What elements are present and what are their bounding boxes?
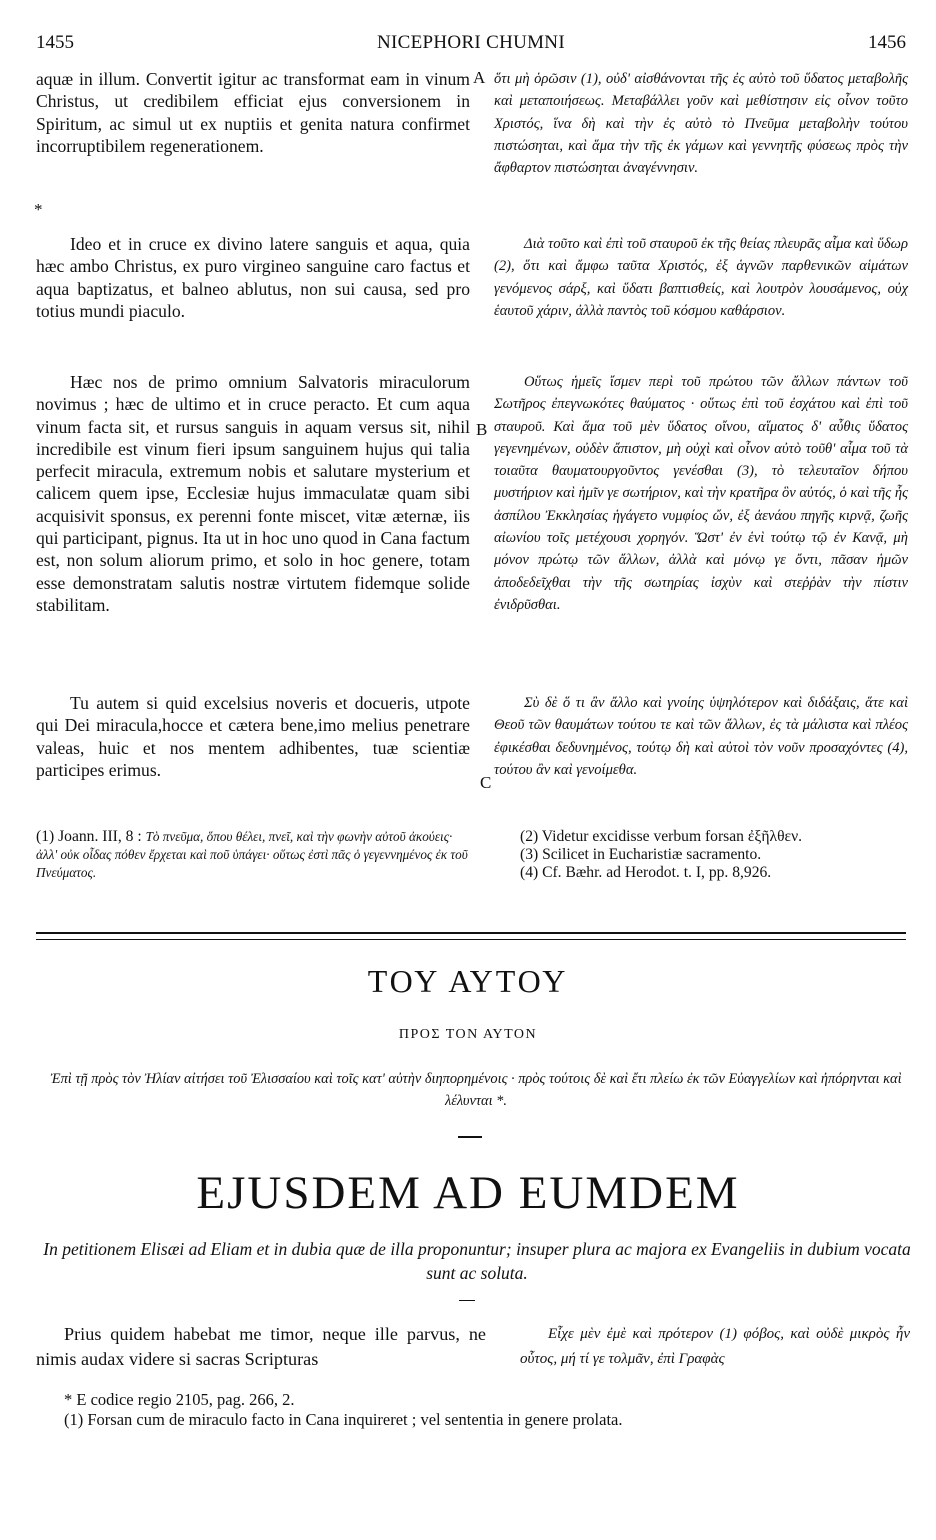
page-number-left: 1455 [36, 32, 74, 53]
greek-paragraph-4 [494, 692, 908, 781]
greek-text-1: ὅτι μὴ ὁρῶσιν (1), οὐδ' αἰσθάνονται τῆς ἐς αὐτὸ τοῦ ὕδατος μεταβολῆς καὶ μεταποιήσεως. Μεταβάλλει γοῦν καὶ μεθίστησιν εἰς οἶνον τοῦτο Χριστός, ἵνα δὴ καὶ τὴν ἐς αὐτὸ τὸ Πνεῦμα μεταβολὴν τούτου πιστώσηται, καὶ ἅμα τὴν τῆς ἐκ γάμων καὶ γεννητῆς φύσεως πρὸς τὴν ἄφθαρτον πιστώσηται ἀναγέννησιν. [494, 71, 908, 177]
footnotes-right [520, 828, 910, 883]
latin-paragraph-2 [36, 233, 470, 322]
latin-opening-paragraph [36, 1322, 486, 1372]
latin-text-3: Hæc nos de primo omnium Salvatoris miraculorum novimus ; hæc de ultimo et in cruce peracto. Et cum aqua vinum facta sit, et rursus sanguis in aquam versus sit, nihil incredibile est vinum fieri ipsum sanguinem hujus qui talia perfecit miracula, extremum nobis et salutare mysterium et calicem quem ipse, Ecclesiæ hujus immaculatæ quam sibi acquisivit sponsus, ex perenni fonte miscet, vitæ æternæ, iis qui participant, pignus. Ita ut in hoc uno quod in Cana factum est, non solum aliorum primo, et solo in hoc genere, totam esse demonstratam salutis nostræ virtutem fidemque solide stabilitam. [36, 372, 470, 615]
footnote-4: (4) Cf. Bæhr. ad Herodot. t. I, pp. 8,926. [520, 864, 772, 882]
running-head [36, 32, 906, 56]
latin-paragraph-4 [36, 692, 470, 781]
latin-text-2: Ideo et in cruce ex divino latere sanguis et aqua, quia hæc ambo Christus, ex puro virgineo sanguine caro factus et aqua baptizatus, et balneo ablutus, non sui causa, sed pro totius mundi piaculo. [36, 234, 470, 321]
latin-paragraph-1 [36, 68, 470, 157]
greek-text-4: Σὺ δὲ ὅ τι ἂν ἄλλο καὶ γνοίης ὑψηλότερον καὶ διδάξαις, ἅτε καὶ Θεοῦ τῶν θαυμάτων τούτου τε καὶ τῶν ἄλλων, ἐς τὰ μάλιστα καὶ πλέος ἐφικέσθαι δεδυνημένος, τούτῳ δὴ καὶ αὐτοὶ τὸν νοῦν προσαχόντες (4), τούτου ἂν καὶ γενοίμεθα. [494, 695, 908, 778]
page-number-right: 1456 [868, 32, 906, 53]
latin-paragraph-3 [36, 371, 470, 616]
margin-marker-c: C [480, 773, 492, 792]
footnote-1-greek: Τὸ πνεῦμα, ὅπου θέλει, πνεῖ, καὶ τὴν φωνὴν αὐτοῦ ἀκούεις· ἀλλ' οὐκ οἶδας πόθεν ἔρχεται καὶ ποῦ ὑπάγει· οὕτως ἐστὶ πᾶς ὁ γεγεννημένος ἐκ τοῦ Πνεύματος. [36, 829, 468, 881]
footnote-2: (2) Videtur excidisse verbum forsan ἐξῆλθεν. [520, 828, 803, 845]
footnotes-lower [36, 1390, 916, 1430]
greek-opening-paragraph [520, 1322, 910, 1372]
footnote-star: * E codice regio 2105, pag. 266, 2. [64, 1390, 295, 1409]
greek-paragraph-3 [494, 371, 908, 616]
greek-paragraph-2 [494, 233, 908, 322]
latin-section-title: EJUSDEM AD EUMDEM [196, 1167, 740, 1219]
margin-marker-b: B [476, 420, 488, 439]
footnote-lower-1: (1) Forsan cum de miraculo facto in Cana inquireret ; vel sententia in genere prolata. [64, 1410, 623, 1429]
footnote-1 [36, 828, 476, 883]
star-marker: * [34, 200, 43, 219]
section-divider [36, 932, 906, 940]
greek-section-subtitle: ΠΡΟΣ ΤΟΝ ΑΥΤΟΝ [398, 1027, 538, 1042]
greek-text-3: Οὕτως ἡμεῖς ἴσμεν περὶ τοῦ πρώτου τῶν ἄλλων πάντων τοῦ Σωτῆρος ἐπεγνωκότες θαύματος · οὕτως ἐπὶ τοῦ ἐσχάτου καὶ ἐπὶ τοῦ σταυροῦ. Καὶ ἅμα τοῦ μὲν ὕδατος οἴνου, αἵματος δ' αὖθις ὕδατος γεγενημένων, οὐδὲν ἄπιστον, μὴ οὐχὶ καὶ οἶνον αὐτὸ τοῦθ' αἷμα τοῦ τὰ τοιαῦτα θαυματουργοῦντος γενέσθαι (3), τὸ τελευταῖον δήπου μυστήριον καὶ ἡμῖν γε σωτήριον, καὶ τὴν κρατῆρα ὃν αὐτός, ὁ καὶ τῆς ἧς ἀσπίλου Ἐκκλησίας ἡγάγετο νυμφίος ὤν, ἐξ ἀενάου πηγῆς κιρνᾷ, ζωῆς αἰωνίου τοῖς μετέχουσι χορηγόν. Ὥστ' ἐν ἑνὶ τούτῳ τῷ ἐν Κανᾷ, μὴ μόνον πρώτῳ τῶν ἄλλων, ἀλλὰ καὶ μόνῳ γε ὄντι, πᾶσαν ἡμῶν ἀποδεδεῖχθαι τὴν τῆς σωτηρίας ἰσχὺν καὶ στεῤῥὰν τὴν πίστιν ἐνιδρῦσθαι. [494, 374, 908, 613]
greek-paragraph-1 [494, 68, 908, 179]
footnote-1-ref: (1) Joann. III, 8 : [36, 828, 146, 845]
short-divider [458, 1136, 482, 1138]
latin-opening-text: Prius quidem habebat me timor, neque ille parvus, ne nimis audax videre si sacras Scripturas [36, 1324, 486, 1369]
greek-text-2: Διὰ τοῦτο καὶ ἐπὶ τοῦ σταυροῦ ἐκ τῆς θείας πλευρᾶς αἷμα καὶ ὕδωρ (2), ὅτι καὶ ἄμφω ταῦτα Χριστός, ἐξ ἁγνῶν παρθενικῶν αἱμάτων γενόμενος σάρξ, καὶ ὕδατι βαπτισθείς, καὶ λουτρὸν λουσάμενος, οὐχ ἑαυτοῦ χάριν, ἀλλὰ παντὸς τοῦ κόσμου καθάρσιον. [494, 236, 908, 319]
tiny-divider [459, 1300, 475, 1301]
footnote-3: (3) Scilicet in Eucharistiæ sacramento. [520, 846, 762, 864]
greek-opening-text: Εἶχε μὲν ἐμὲ καὶ πρότερον (1) φόβος, καὶ οὐδὲ μικρὸς ἦν οὗτος, μή τί γε τολμᾶν, ἐπὶ Γραφὰς [520, 1326, 910, 1367]
latin-text-1: aquæ in illum. Convertit igitur ac transformat eam in vinum Christus, ut credibilem efficiat ejus conversionem in Spiritum, ac simul ut ex nuptiis et genita natura confirmet incorruptibilem regenerationem. [36, 69, 470, 156]
greek-section-description: Ἐπὶ τῇ πρὸς τὸν Ἠλίαν αἰτήσει τοῦ Ἐλισσαίου καὶ τοῖς κατ' αὐτὴν διηπορημένοις · πρὸς τούτοις δὲ καὶ ἔτι πλείω ἐκ τῶν Εὐαγγελίων καὶ ἠπόρηνται καὶ λέλυνται *. [50, 1071, 902, 1109]
running-title: NICEPHORI CHUMNI [377, 32, 565, 53]
latin-section-description: In petitionem Elisæi ad Eliam et in dubia quæ de illa proponuntur; insuper plura ac majora ex Evangeliis in dubium vocata sunt ac soluta. [43, 1239, 911, 1283]
latin-text-4: Tu autem si quid excelsius noveris et docueris, utpote qui Dei miracula,hocce et cætera bene,imo melius penetrare valeas, huic et nos mentem adhibentes, tuæ scientiæ participes erimus. [36, 693, 470, 780]
greek-section-title: ΤΟΥ ΑΥΤΟΥ [367, 963, 569, 999]
margin-marker-a: A [473, 68, 486, 87]
